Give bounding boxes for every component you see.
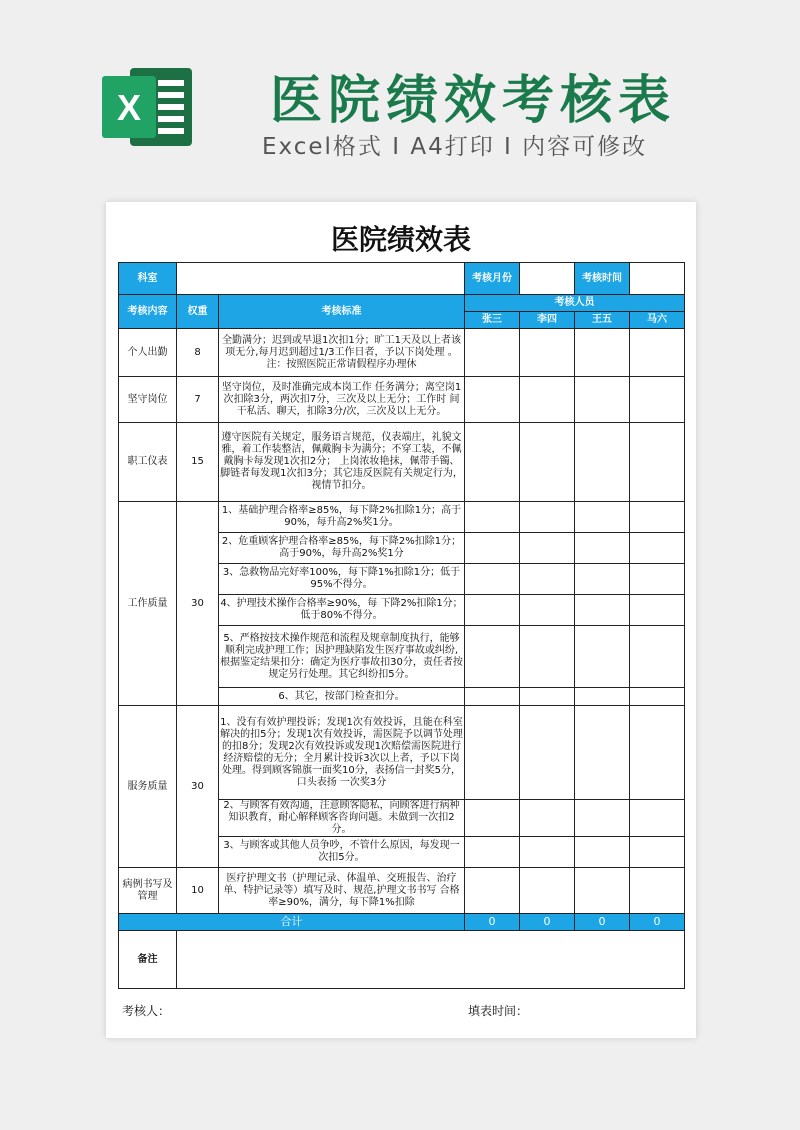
dept-value-cell[interactable] — [177, 263, 465, 295]
score-cell[interactable] — [465, 626, 520, 688]
score-cell[interactable] — [630, 688, 685, 706]
score-cell[interactable] — [520, 502, 575, 533]
score-cell[interactable] — [520, 377, 575, 423]
score-cell[interactable] — [465, 377, 520, 423]
category-name: 职工仪表 — [119, 423, 177, 502]
score-cell[interactable] — [520, 564, 575, 595]
score-cell[interactable] — [630, 800, 685, 837]
score-cell[interactable] — [520, 688, 575, 706]
note-row — [119, 931, 685, 989]
month-label: 考核月份 — [465, 263, 520, 295]
reviewer-label: 考核人： — [122, 1004, 171, 1018]
staff-name: 张三 — [465, 312, 520, 329]
criteria-text: 1、没有有效护理投诉；发现1次有效投诉，且能在科室解决的扣5分；发现1次有效投诉，需医院予以调节处理的扣8分；发现2次有效投诉或发现1次赔偿需医院进行经济赔偿的无分；全月累计投诉3次以上者，予以下岗处理。得到顾客锦旗一面奖10分，表扬信一封奖5分，口头表扬 一次奖3分 — [219, 706, 465, 800]
score-cell[interactable] — [575, 706, 630, 800]
score-cell[interactable] — [520, 423, 575, 502]
staff-header: 考核人员 — [465, 295, 685, 312]
time-label: 考核时间 — [575, 263, 630, 295]
criteria-text: 全勤满分；迟到或早退1次扣1分；旷工1天及以上者该项无分,每月迟到超过1/3工作日者，予以下岗处理 。注：按照医院正常请假程序办理休 — [219, 329, 465, 377]
total-value: 0 — [630, 914, 685, 931]
banner — [0, 0, 800, 200]
criteria-text: 医疗护理文书（护理记录、体温单、交班报告、治疗单、特护记录等）填写及时、规范,护理文书书写 合格率≥90%，满分，每下降1%扣除 — [219, 868, 465, 914]
score-cell[interactable] — [630, 377, 685, 423]
criteria-text: 2、危重顾客护理合格率≥85%，每下降2%扣除1分；高于90%，每升高2%奖1分 — [219, 533, 465, 564]
score-cell[interactable] — [630, 423, 685, 502]
category-weight: 10 — [177, 868, 219, 914]
category-weight: 30 — [177, 502, 219, 706]
score-cell[interactable] — [465, 595, 520, 626]
total-value: 0 — [575, 914, 630, 931]
score-cell[interactable] — [575, 837, 630, 868]
total-value: 0 — [520, 914, 575, 931]
staff-name: 李四 — [520, 312, 575, 329]
score-cell[interactable] — [575, 329, 630, 377]
fill-time-label: 填表时间： — [468, 1004, 529, 1018]
excel-logo-letter: X — [116, 87, 142, 128]
note-value-cell[interactable] — [177, 931, 685, 989]
score-cell[interactable] — [520, 800, 575, 837]
header-row-1 — [119, 295, 685, 312]
total-row — [119, 914, 685, 931]
dept-row — [119, 263, 685, 295]
excel-icon — [100, 62, 196, 152]
banner-title: 医院绩效考核表 — [270, 71, 677, 131]
score-cell[interactable] — [630, 837, 685, 868]
score-cell[interactable] — [465, 329, 520, 377]
staff-name: 王五 — [575, 312, 630, 329]
performance-table — [118, 262, 685, 989]
score-cell[interactable] — [465, 800, 520, 837]
criteria-text: 4、护理技术操作合格率≥90%，每 下降2%扣除1分；低于80%不得分。 — [219, 595, 465, 626]
score-cell[interactable] — [630, 868, 685, 914]
score-cell[interactable] — [520, 626, 575, 688]
document-title: 医院绩效表 — [330, 223, 471, 256]
score-cell[interactable] — [520, 837, 575, 868]
staff-name: 马六 — [630, 312, 685, 329]
score-cell[interactable] — [520, 706, 575, 800]
category-weight: 15 — [177, 423, 219, 502]
weight-header: 权重 — [177, 295, 219, 329]
document-sheet — [106, 202, 696, 1038]
criteria-text: 5、严格按技术操作规范和流程及规章制度执行，能够顺利完成护理工作；因护理缺陷发生医疗事故或纠纷, 根据鉴定结果扣分：确定为医疗事故扣30分，责任者按规定另行处理。其它纠纷扣5分。 — [219, 626, 465, 688]
category-name: 个人出勤 — [119, 329, 177, 377]
score-cell[interactable] — [630, 502, 685, 533]
score-cell[interactable] — [575, 688, 630, 706]
content-header: 考核内容 — [119, 295, 177, 329]
score-cell[interactable] — [465, 688, 520, 706]
score-cell[interactable] — [575, 377, 630, 423]
table-row — [119, 502, 685, 533]
category-weight: 30 — [177, 706, 219, 868]
score-cell[interactable] — [520, 329, 575, 377]
category-weight: 8 — [177, 329, 219, 377]
score-cell[interactable] — [630, 533, 685, 564]
score-cell[interactable] — [465, 868, 520, 914]
score-cell[interactable] — [520, 533, 575, 564]
table-row — [119, 868, 685, 914]
criteria-text: 3、急救物品完好率100%，每下降1%扣除1分；低于95%不得分。 — [219, 564, 465, 595]
score-cell[interactable] — [465, 533, 520, 564]
criteria-text: 遵守医院有关规定，服务语言规范，仪表端庄，礼貌文雅，着工作装整洁，佩戴胸卡为满分；不穿工装，不佩戴胸卡每发现1次扣2分； 上岗浓妆艳抹，佩带手镯、脚链者每发现1次扣3分；其它违反医院有关规定行为，视情节扣分。 — [219, 423, 465, 502]
score-cell[interactable] — [630, 329, 685, 377]
category-name: 坚守岗位 — [119, 377, 177, 423]
month-value-cell[interactable] — [520, 263, 575, 295]
score-cell[interactable] — [575, 595, 630, 626]
note-label: 备注 — [119, 931, 177, 989]
criteria-text: 6、其它，按部门检查扣分。 — [219, 688, 465, 706]
score-cell[interactable] — [465, 423, 520, 502]
score-cell[interactable] — [465, 706, 520, 800]
score-cell[interactable] — [575, 626, 630, 688]
score-cell[interactable] — [575, 533, 630, 564]
criteria-text: 2、与顾客有效沟通，注意顾客隐私，向顾客进行病种知识教育，耐心解释顾客咨询问题。未做到一次扣2分。 — [219, 800, 465, 837]
table-row — [119, 423, 685, 502]
score-cell[interactable] — [465, 502, 520, 533]
category-name: 工作质量 — [119, 502, 177, 706]
standard-header: 考核标准 — [219, 295, 465, 329]
total-label: 合计 — [119, 914, 465, 931]
time-value-cell[interactable] — [630, 263, 685, 295]
score-cell[interactable] — [520, 595, 575, 626]
score-cell[interactable] — [575, 502, 630, 533]
score-cell[interactable] — [630, 626, 685, 688]
dept-label: 科室 — [119, 263, 177, 295]
score-cell[interactable] — [575, 800, 630, 837]
score-cell[interactable] — [575, 868, 630, 914]
table-row — [119, 329, 685, 377]
score-cell[interactable] — [465, 564, 520, 595]
category-weight: 7 — [177, 377, 219, 423]
category-name: 服务质量 — [119, 706, 177, 868]
banner-subtitle: Excel格式 I A4打印 I 内容可修改 — [262, 134, 648, 160]
total-value: 0 — [465, 914, 520, 931]
score-cell[interactable] — [630, 706, 685, 800]
criteria-text: 3、与顾客或其他人员争吵，不管什么原因，每发现一次扣5分。 — [219, 837, 465, 868]
criteria-text: 1、基础护理合格率≥85%，每下降2%扣除1分；高于90%，每升高2%奖1分。 — [219, 502, 465, 533]
score-cell[interactable] — [630, 595, 685, 626]
score-cell[interactable] — [630, 564, 685, 595]
criteria-text: 坚守岗位，及时准确完成本岗工作 任务满分；离空岗1次扣除3分，两次扣7分，三次及以上无分；工作时 间干私活、聊天，扣除3分/次，三次及以上无分。 — [219, 377, 465, 423]
score-cell[interactable] — [465, 837, 520, 868]
score-cell[interactable] — [575, 564, 630, 595]
score-cell[interactable] — [575, 423, 630, 502]
category-name: 病例书写及管理 — [119, 868, 177, 914]
table-row — [119, 377, 685, 423]
score-cell[interactable] — [520, 868, 575, 914]
table-row — [119, 706, 685, 800]
